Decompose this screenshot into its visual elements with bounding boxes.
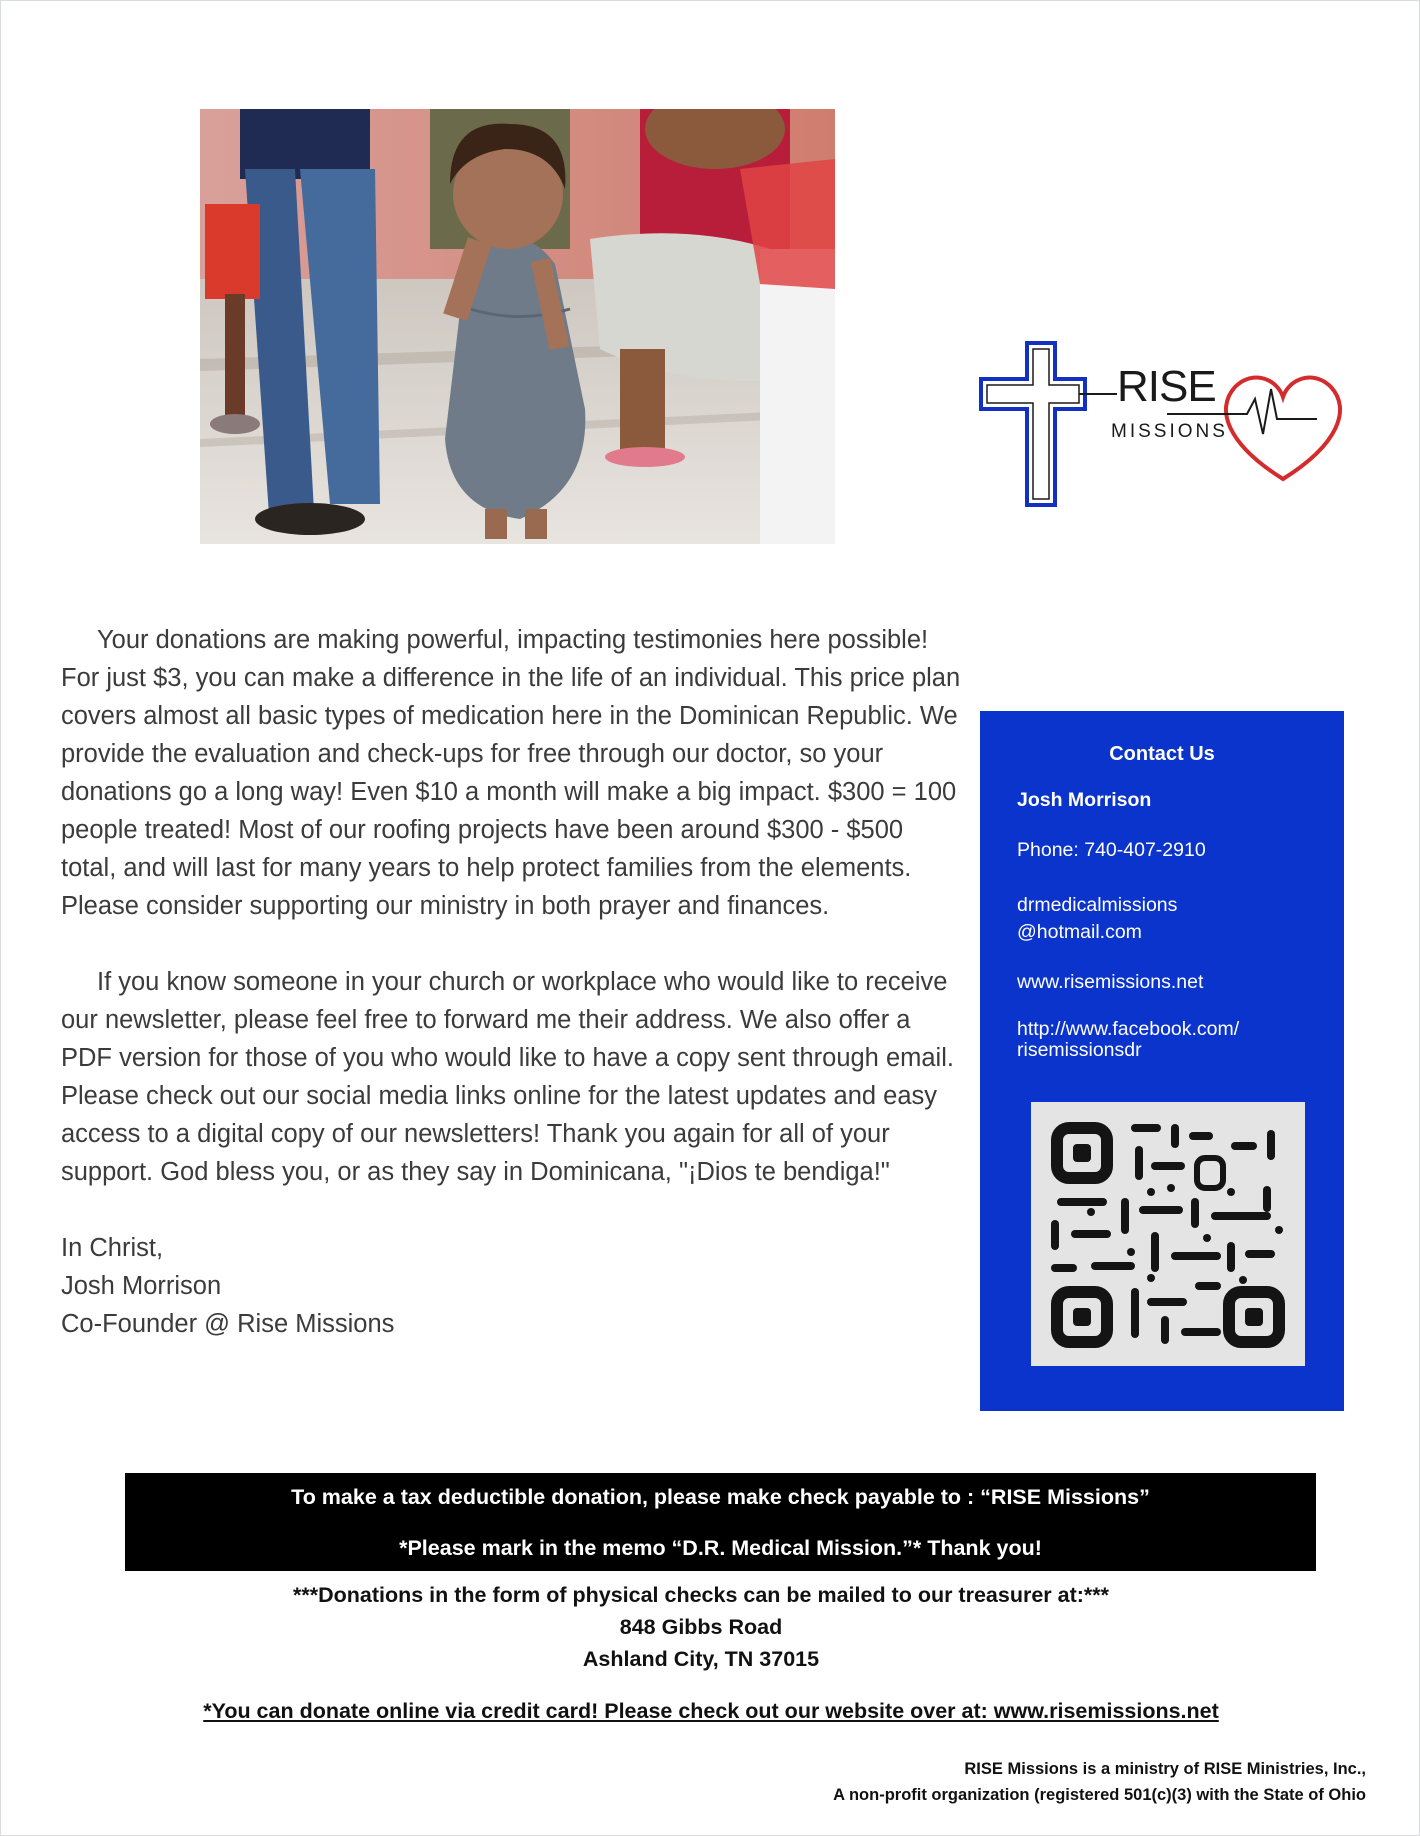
contact-phone[interactable]: Phone: 740-407-2910 xyxy=(1017,839,1206,861)
logo-word: RISE xyxy=(1117,362,1216,411)
address-line-2: Ashland City, TN 37015 xyxy=(582,1647,820,1671)
footer xyxy=(833,1756,1366,1808)
footer-line-2: A non-profit organization (registered 501(c)(3) with the State of Ohio xyxy=(833,1786,1366,1804)
banner-line-2: *Please mark in the memo “D.R. Medical Mission.”* Thank you! xyxy=(399,1536,1042,1560)
contact-facebook-line1[interactable]: http://www.facebook.com/ xyxy=(1017,1018,1240,1040)
contact-name: Josh Morrison xyxy=(1017,789,1152,811)
online-donation-link[interactable]: *You can donate online via credit card! Please check out our website over at: www.risemissions.net xyxy=(203,1699,1219,1723)
qr-code[interactable] xyxy=(1031,1102,1305,1366)
contact-facebook-line2[interactable]: risemissionsdr xyxy=(1017,1039,1142,1061)
mail-note: ***Donations in the form of physical checks can be mailed to our treasurer at:*** xyxy=(292,1583,1110,1607)
letter-body xyxy=(61,621,961,1343)
donation-banner xyxy=(125,1473,1316,1571)
photo-illustration xyxy=(200,109,835,544)
contact-website[interactable]: www.risemissions.net xyxy=(1017,971,1204,993)
signature-name: Josh Morrison xyxy=(61,1272,222,1300)
contact-email-line1[interactable]: drmedicalmissions xyxy=(1017,894,1178,916)
letter-paragraph-2: If you know someone in your church or workplace who would like to receive our newsletter, please feel free to forward me their address. We also offer a PDF version for those of you who would like to have a copy sent through email. Please check out our social media links online for the latest updates and easy access to a digital copy of our newsletters! Thank you again for all of your support. God bless you, or as they say in Dominicana, "¡Dios te bendiga!" xyxy=(61,968,954,1186)
address-line-1: 848 Gibbs Road xyxy=(619,1615,783,1639)
contact-title: Contact Us xyxy=(1109,743,1215,765)
letter-closing: In Christ, xyxy=(61,1234,164,1262)
logo-sub: MISSIONS xyxy=(1111,421,1228,442)
mailing-info xyxy=(1,1579,1401,1675)
footer-line-1: RISE Missions is a ministry of RISE Ministries, Inc., xyxy=(964,1760,1366,1778)
signature-title: Co-Founder @ Rise Missions xyxy=(61,1310,395,1338)
letter-paragraph-1: Your donations are making powerful, impacting testimonies here possible! For just $3, you can make a difference in the life of an individual. This price plan covers almost all basic types of medication here in the Dominican Republic. We provide the evaluation and check-ups for free through our doctor, so your donations go a long way! Even $10 a month will make a big impact. $300 = 100 people treated! Most of our roofing projects have been around $300 - $500 total, and will last for many years to help protect families from the elements. Please consider supporting our ministry in both prayer and finances. xyxy=(61,626,961,920)
contact-email-line2[interactable]: @hotmail.com xyxy=(1017,921,1142,943)
qr-code-icon xyxy=(1031,1102,1305,1366)
rise-missions-logo xyxy=(977,339,1349,511)
child-photo xyxy=(200,109,835,544)
contact-card xyxy=(980,711,1344,1411)
cross-heart-logo-icon xyxy=(977,339,1349,511)
banner-line-1: To make a tax deductible donation, please make check payable to : “RISE Missions” xyxy=(291,1485,1150,1509)
